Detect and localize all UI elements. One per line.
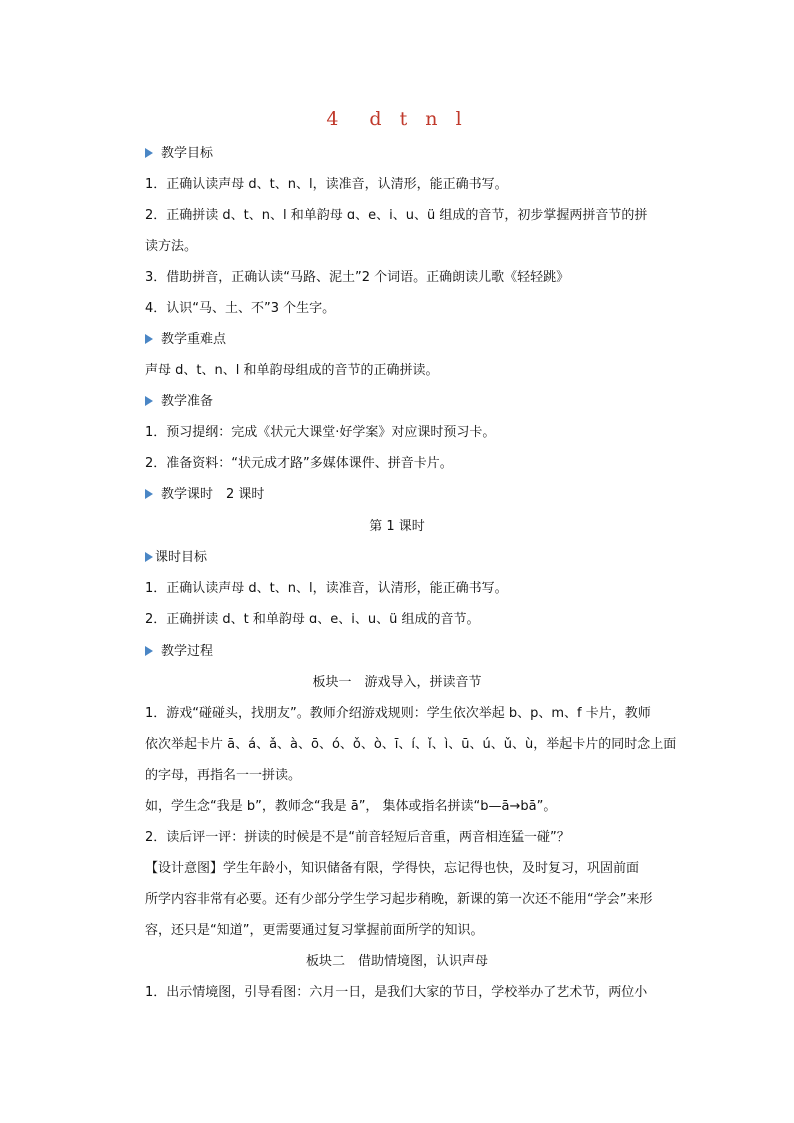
goal-1: 1．正确认读声母 d、t、n、l，读准音，认清形，能正确书写。	[145, 177, 508, 192]
heading-label: 教学过程	[161, 644, 214, 659]
heading-label: 教学重难点	[161, 332, 227, 347]
lesson-title: 4 d t n l	[326, 108, 468, 130]
right-triangle-icon	[145, 148, 153, 158]
block-1-para-2: 如，学生念“我是 b”，教师念“我是 ā”， 集体或指名拼读“b—ā→bā”。	[145, 799, 557, 814]
block-2-para-1: 1．出示情境图，引导看图：六月一日，是我们大家的节日，学校举办了艺术节，两位小	[145, 985, 648, 1000]
goal-2-line-1: 2．正确拼读 d、t、n、l 和单韵母 ɑ、e、i、u、ü 组成的音节，初步掌握两拼音节的拼	[145, 208, 648, 223]
right-triangle-icon	[145, 396, 153, 406]
heading-label: 教学准备	[161, 394, 214, 409]
design-intent-line-1: 【设计意图】学生年龄小，知识储备有限，学得快，忘记得也快，及时复习，巩固前面	[145, 861, 640, 876]
goal-2-line-2: 读方法。	[145, 239, 198, 254]
section-heading-process	[145, 643, 213, 661]
block-1-para-1-line-2: 依次举起卡片 ā、á、ǎ、à、ō、ó、ǒ、ò、ī、í、ǐ、ì、ū、ú、ǔ、ù，举起卡片的同时念上面	[145, 737, 677, 752]
right-triangle-icon	[145, 552, 153, 562]
section-heading-preparation	[145, 393, 213, 411]
right-triangle-icon	[145, 334, 153, 344]
lesson-period-title: 第 1 课时	[369, 519, 425, 534]
section-heading-hours	[145, 486, 264, 504]
block-1-para-1-line-1: 1．游戏“碰碰头，找朋友”。教师介绍游戏规则：学生依次举起 b、p、m、f 卡片，教师	[145, 706, 651, 721]
right-triangle-icon	[145, 489, 153, 499]
block-1-title: 板块一 游戏导入，拼读音节	[312, 675, 482, 690]
heading-label: 课时目标	[155, 550, 208, 565]
right-triangle-icon	[145, 646, 153, 656]
block-1-para-1-line-3: 的字母，再指名一一拼读。	[145, 768, 302, 783]
lesson-goal-2: 2．正确拼读 d、t 和单韵母 ɑ、e、i、u、ü 组成的音节。	[145, 612, 480, 627]
section-heading-goals	[145, 145, 213, 163]
key-points-text: 声母 d、t、n、l 和单韵母组成的音节的正确拼读。	[145, 363, 439, 378]
section-heading-key-points	[145, 331, 226, 349]
lesson-goal-1: 1．正确认读声母 d、t、n、l，读准音，认清形，能正确书写。	[145, 581, 508, 596]
heading-label: 教学课时 2 课时	[161, 487, 265, 502]
section-heading-lesson-goals	[145, 549, 207, 567]
block-2-title: 板块二 借助情境图，认识声母	[305, 954, 488, 969]
design-intent-line-2: 所学内容非常有必要。还有少部分学生学习起步稍晚，新课的第一次还不能用“学会”来形	[145, 892, 653, 907]
prep-1: 1．预习提纲：完成《状元大课堂·好学案》对应课时预习卡。	[145, 425, 496, 440]
goal-4: 4．认识“马、土、不”3 个生字。	[145, 301, 336, 316]
goal-3: 3．借助拼音，正确认读“马路、泥土”2 个词语。正确朗读儿歌《轻轻跳》	[145, 270, 570, 285]
prep-2: 2．准备资料：“状元成才路”多媒体课件、拼音卡片。	[145, 456, 453, 471]
design-intent-line-3: 容，还只是“知道”，更需要通过复习掌握前面所学的知识。	[145, 923, 484, 938]
block-1-para-3: 2．读后评一评：拼读的时候是不是“前音轻短后音重，两音相连猛一碰”？	[145, 830, 570, 845]
heading-label: 教学目标	[161, 146, 214, 161]
